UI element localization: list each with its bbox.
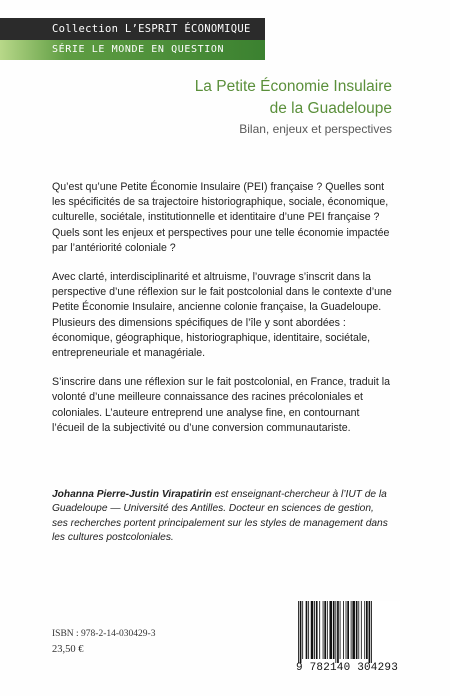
collection-label: Collection L’ESPRIT ÉCONOMIQUE [52,23,251,35]
barcode-bar [308,601,309,659]
barcode-bar [369,601,371,663]
barcode-bar [343,601,344,659]
paragraph-1: Qu’est qu’une Petite Économie Insulaire (PEI) française ? Quelles sont les spécificités de sa trajectoire historiographique, sociale, économique, culturelle, sociétale, institutionnelle et identitaire d’une PEI française ? Quels sont les enjeux et perspectives pour une telle économie impactée par l’antériorité coloniale ? [52,181,390,254]
author-bio [52,488,392,546]
barcode-bar [335,601,336,663]
barcode-bar [300,601,302,663]
barcode-bar [366,601,368,659]
barcode-bar [306,601,308,659]
barcode-icon [296,601,400,663]
series-band [0,40,265,60]
barcode-bar [333,601,335,659]
barcode-bar [347,601,349,659]
barcode-bar [327,601,328,659]
isbn-text: ISBN : 978-2-14-030429-3 [52,629,156,639]
price-text: 23,50 € [52,644,84,655]
barcode-bar [340,601,341,659]
barcode-bar [319,601,320,659]
barcode-number: 9 782140 304293 [296,662,399,674]
author-name: Johanna Pierre-Justin Virapatirin [52,489,212,500]
barcode-bar [346,601,347,659]
barcode-bar [371,601,372,663]
author-description: est enseignant-chercheur à l’IUT de la Guadeloupe — Université des Antilles. Docteur en sciences de gestion, ses recherches portent principalement sur les styles de management dans les cultures postcoloniales. [52,489,388,544]
series-label: SÉRIE LE MONDE EN QUESTION [52,44,225,55]
paragraph-3: S’inscrire dans une réflexion sur le fait postcolonial, en France, traduit la volonté d’une meilleure connaissance des racines précoloniales et coloniales. L’auteure entreprend une analyse fine, en contournant l’écueil de la subjectivité ou d’une conversion communautariste. [52,376,390,434]
barcode-bar [302,601,303,659]
back-cover-text [52,180,392,450]
barcode-bar [361,601,362,659]
barcode-bar [316,601,318,659]
paragraph-2: Avec clarté, interdisciplinarité et altruisme, l’ouvrage s’inscrit dans la perspective d’une réflexion sur le fait postcolonial dans le contexte d’une Petite Économie Insulaire, ancienne colonie française, la Guadeloupe. Plusieurs des dimensions spécifiques de l’île y sont abordées : économique, géographique, historiographique, identitaire, sociétale, entrepreneuriale et managériale. [52,271,392,360]
barcode-bar [364,601,365,659]
barcode-bar [337,601,339,663]
barcode-bar [351,601,352,659]
barcode-bar [329,601,332,659]
book-title-line-1: La Petite Économie Insulaire [194,78,392,95]
book-subtitle: Bilan, enjeux et perspectives [239,122,392,136]
barcode-bar [314,601,315,659]
barcode-bar [352,601,355,659]
barcode-bar [356,601,358,659]
book-title-line-2: de la Guadeloupe [269,100,392,117]
collection-band [0,18,265,40]
barcode-bar [323,601,324,659]
barcode-bar [298,601,299,663]
barcode-bar [358,601,359,659]
barcode-bar [324,601,326,659]
barcode-bar [311,601,314,659]
book-title [92,76,392,120]
